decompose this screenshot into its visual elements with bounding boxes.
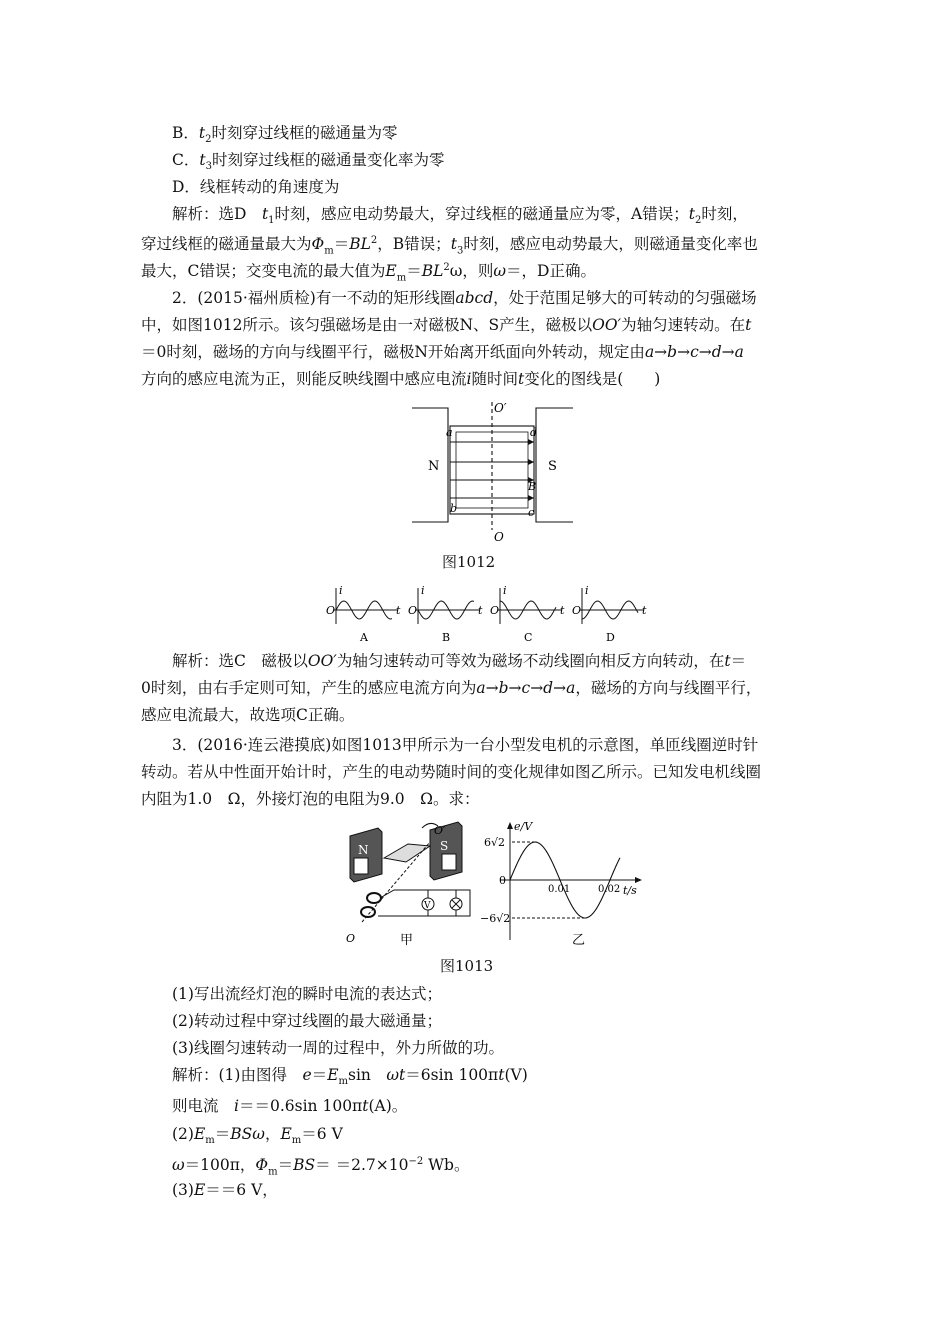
- label-n: N: [358, 843, 369, 857]
- q3-stem-line-3: 内阻为1.0 Ω，外接灯泡的电阻为9.0 Ω。求：: [141, 790, 480, 808]
- option-graph-b: [408, 584, 483, 644]
- label-d: d: [530, 426, 538, 439]
- figure-1013-et-graph: [480, 818, 650, 948]
- q2-solution-line-3: 感应电流最大，故选项C正确。: [141, 706, 355, 724]
- label-n: N: [428, 459, 440, 474]
- axis-label-t: t: [478, 604, 483, 617]
- x-axis-label: t/s: [623, 884, 637, 897]
- label-field-b: B: [528, 480, 537, 493]
- q3-sub-2: (2)转动过程中穿过线圈的最大磁通量；: [172, 1012, 442, 1030]
- axis-label-i: i: [421, 584, 425, 597]
- figure-1013-generator: [338, 818, 478, 948]
- coil: [384, 844, 430, 862]
- q2-solution-line-1: 解析：选C 磁极以OO′为轴匀速转动可等效为磁场不动线圈向相反方向转动，在t＝: [172, 652, 747, 670]
- q2-stem-line-2: 中，如图1012所示。该匀强磁场是由一对磁极N、S产生，磁极以OO′为轴匀速转动。在t: [141, 316, 752, 334]
- label-yi: 乙: [572, 933, 586, 948]
- q3-stem-line-2: 转动。若从中性面开始计时，产生的电动势随时间的变化规律如图乙所示。已知发电机线圈: [141, 763, 762, 781]
- label-v: V: [424, 901, 431, 911]
- q2-stem-line-1: 2．(2015·福州质检)有一不动的矩形线圈abcd，处于范围足够大的可转动的匀强磁场: [172, 289, 757, 307]
- label-b: b: [450, 502, 458, 515]
- q1-option-c: C．$t_3$时刻穿过线框的磁通量变化率为零: [172, 151, 445, 173]
- axis-label-i: i: [339, 584, 343, 597]
- option-graphs: [326, 582, 656, 644]
- q3-solution-line-4: ω＝100π，$\Phi_m=BS= =2.7\times 10^{-2}$ Wb。: [172, 1156, 470, 1178]
- origin-label: O: [326, 604, 336, 617]
- figure-1012-caption: 图1012: [442, 553, 496, 571]
- q2-solution-line-2: 0时刻，由右手定则可知，产生的感应电流方向为a→b→c→d→a，磁场的方向与线圈平行，: [141, 679, 762, 697]
- label-o: O: [494, 530, 504, 543]
- label-o-prime: O′: [494, 401, 507, 415]
- q1-option-b: B．$t_2$时刻穿过线框的磁通量为零: [172, 124, 398, 146]
- q2-stem-line-4: 方向的感应电流为正，则能反映线圈中感应电流i随时间t变化的图线是( ): [141, 370, 661, 388]
- axis-label-t: t: [396, 604, 401, 617]
- option-letter: D: [606, 631, 615, 644]
- label-s: S: [440, 839, 449, 853]
- q3-solution-line-2: 则电流 i＝＝0.6sin 100πt(A)。: [172, 1097, 408, 1115]
- label-o-prime: O′: [434, 824, 446, 837]
- q2-stem-line-3: ＝0时刻，磁场的方向与线圈平行，磁极N开始离开纸面向外转动，规定由a→b→c→d→a: [141, 343, 744, 361]
- origin-label: O: [572, 604, 582, 617]
- origin-label: O: [408, 604, 418, 617]
- label-o: O: [346, 932, 356, 945]
- q3-solution-line-5: (3)E＝＝6 V，: [172, 1181, 278, 1199]
- q3-sub-3: (3)线圈匀速转动一周的过程中，外力所做的功。: [172, 1039, 504, 1057]
- option-graph-c: [490, 584, 565, 644]
- option-letter: C: [524, 631, 533, 644]
- x-tick-001: 0.01: [548, 884, 571, 895]
- axis-label-t: t: [642, 604, 647, 617]
- figure-1012-diagram: [410, 398, 575, 543]
- q1-solution-line-2: 穿过线框的磁通量最大为$\Phi_m=BL^2$，B错误；$t_3$时刻，感应电动势最大，则磁通量变化率也: [141, 235, 758, 257]
- figure-1013-caption: 图1013: [440, 957, 494, 975]
- label-a: a: [446, 426, 453, 439]
- option-graph-a: [326, 584, 401, 644]
- option-letter: A: [360, 631, 368, 644]
- q1-solution-line-3: 最大，C错误；交变电流的最大值为$E_m=BL^2\omega$，则ω＝，D正确。: [141, 262, 596, 284]
- y-axis-label: e/V: [514, 820, 533, 833]
- axis-label-i: i: [503, 584, 507, 597]
- q3-sub-1: (1)写出流经灯泡的瞬时电流的表达式；: [172, 985, 442, 1003]
- option-letter: B: [442, 631, 451, 644]
- x-tick-002: 0.02: [598, 884, 621, 895]
- origin-label: O: [490, 604, 500, 617]
- q3-stem-line-1: 3．(2016·连云港摸底)如图1013甲所示为一台小型发电机的示意图，单匝线圈逆时针: [172, 736, 759, 754]
- y-tick-max: 6√2: [484, 836, 506, 849]
- axis-label-t: t: [560, 604, 565, 617]
- slip-ring: [361, 907, 375, 917]
- q3-solution-line-3: $(2)E_m=BS\omega$，$E_m=6$ V: [172, 1125, 343, 1147]
- axis-label-i: i: [585, 584, 589, 597]
- option-graph-d: [572, 584, 647, 644]
- q1-solution-line-1: 解析：选D $t_1$时刻，感应电动势最大，穿过线框的磁通量应为零，A错误；$t_2$时刻，: [172, 205, 748, 227]
- label-s: S: [548, 459, 557, 474]
- label-jia: 甲: [400, 933, 414, 948]
- q3-solution-line-1: 解析：(1)由图得 $e=E_m\sin$ ωt＝6sin 100πt(V): [172, 1066, 528, 1088]
- origin-label: 0: [499, 874, 506, 887]
- slip-ring: [367, 893, 381, 903]
- y-tick-min: −6√2: [480, 912, 511, 925]
- q1-option-d: D．线框转动的角速度为: [172, 178, 340, 196]
- label-c: c: [528, 506, 535, 519]
